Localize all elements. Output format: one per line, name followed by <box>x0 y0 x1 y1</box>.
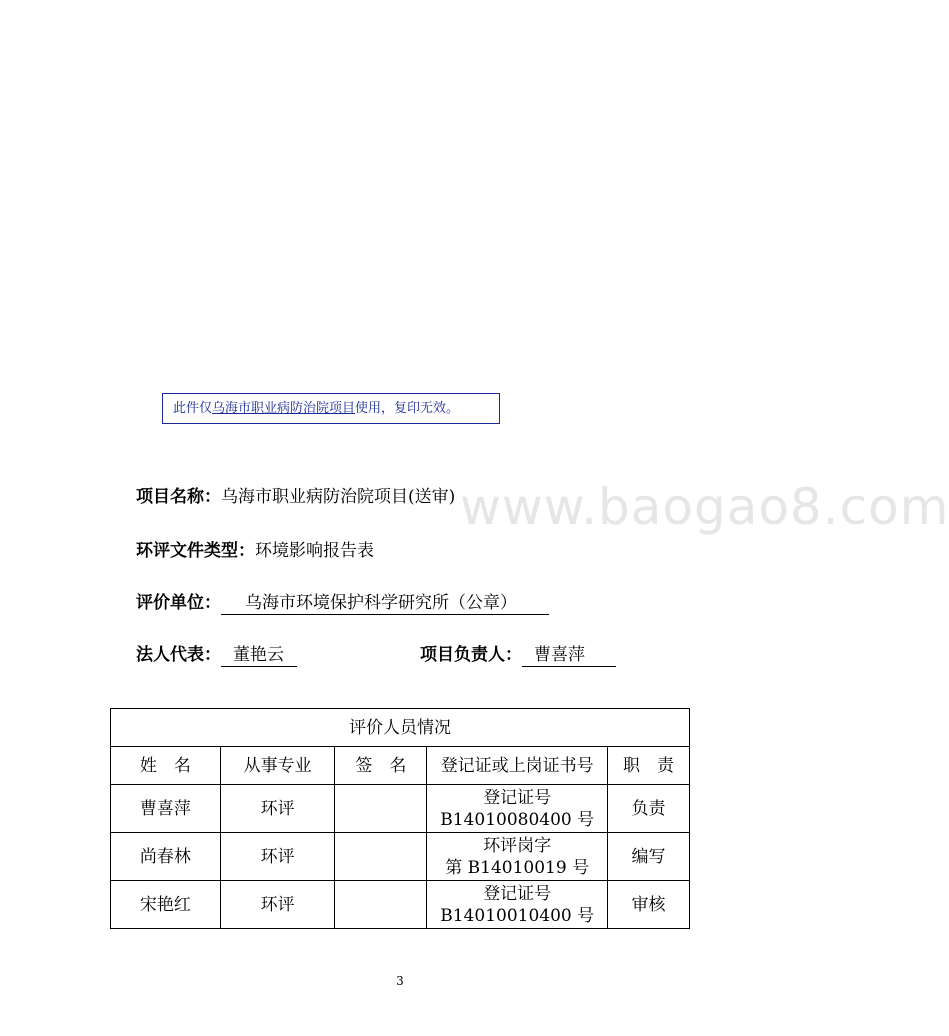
notice-project-link: 乌海市职业病防治院项目 <box>212 401 356 416</box>
staff-major: 环评 <box>220 881 335 929</box>
project-name-value: 乌海市职业病防治院项目(送审) <box>221 487 456 507</box>
staff-signature <box>335 833 427 881</box>
staff-name: 尚春林 <box>111 833 221 881</box>
staff-name: 曹喜萍 <box>111 785 221 833</box>
notice-prefix: 此件仅 <box>173 401 213 416</box>
unit-value: 乌海市环境保护科学研究所（公章） <box>221 592 549 615</box>
cert-line-2: B14010080400 号 <box>440 809 595 830</box>
header-name: 姓 名 <box>111 747 221 785</box>
staff-duty: 审核 <box>608 881 690 929</box>
project-lead-field <box>420 644 616 667</box>
staff-signature <box>335 881 427 929</box>
page-number: 3 <box>396 974 404 988</box>
staff-major: 环评 <box>220 833 335 881</box>
watermark: www.baogao8.com <box>460 478 949 536</box>
notice-box <box>162 393 500 424</box>
legal-rep-field <box>136 644 297 667</box>
cert-line-2: 第 B14010019 号 <box>445 857 590 878</box>
project-lead-value: 曹喜萍 <box>522 644 616 667</box>
cert-line-1: 登记证号 <box>483 787 552 808</box>
unit-field <box>136 592 549 615</box>
header-certificate: 登记证或上岗证书号 <box>427 747 608 785</box>
legal-rep-value: 董艳云 <box>221 644 297 667</box>
cert-line-2: B14010010400 号 <box>440 905 595 926</box>
table-row <box>111 833 690 881</box>
doc-type-label: 环评文件类型： <box>136 541 255 561</box>
cert-line-1: 环评岗字 <box>483 835 552 856</box>
staff-duty: 负责 <box>608 785 690 833</box>
doc-type-field <box>136 540 374 562</box>
staff-name: 宋艳红 <box>111 881 221 929</box>
staff-table <box>110 708 690 929</box>
staff-duty: 编写 <box>608 833 690 881</box>
staff-signature <box>335 785 427 833</box>
notice-suffix: 使用，复印无效。 <box>355 401 460 416</box>
table-row <box>111 881 690 929</box>
project-name-field <box>136 486 455 508</box>
staff-certificate <box>427 881 608 929</box>
header-signature: 签 名 <box>335 747 427 785</box>
project-name-label: 项目名称： <box>136 487 221 507</box>
header-duty: 职 责 <box>608 747 690 785</box>
project-lead-label: 项目负责人： <box>420 645 522 665</box>
staff-table-title: 评价人员情况 <box>111 709 690 747</box>
staff-major: 环评 <box>220 785 335 833</box>
header-major: 从事专业 <box>220 747 335 785</box>
cert-line-1: 登记证号 <box>483 883 552 904</box>
doc-type-value: 环境影响报告表 <box>255 541 374 561</box>
table-row <box>111 785 690 833</box>
staff-certificate <box>427 833 608 881</box>
staff-certificate <box>427 785 608 833</box>
unit-label: 评价单位： <box>136 593 221 613</box>
legal-rep-label: 法人代表： <box>136 645 221 665</box>
